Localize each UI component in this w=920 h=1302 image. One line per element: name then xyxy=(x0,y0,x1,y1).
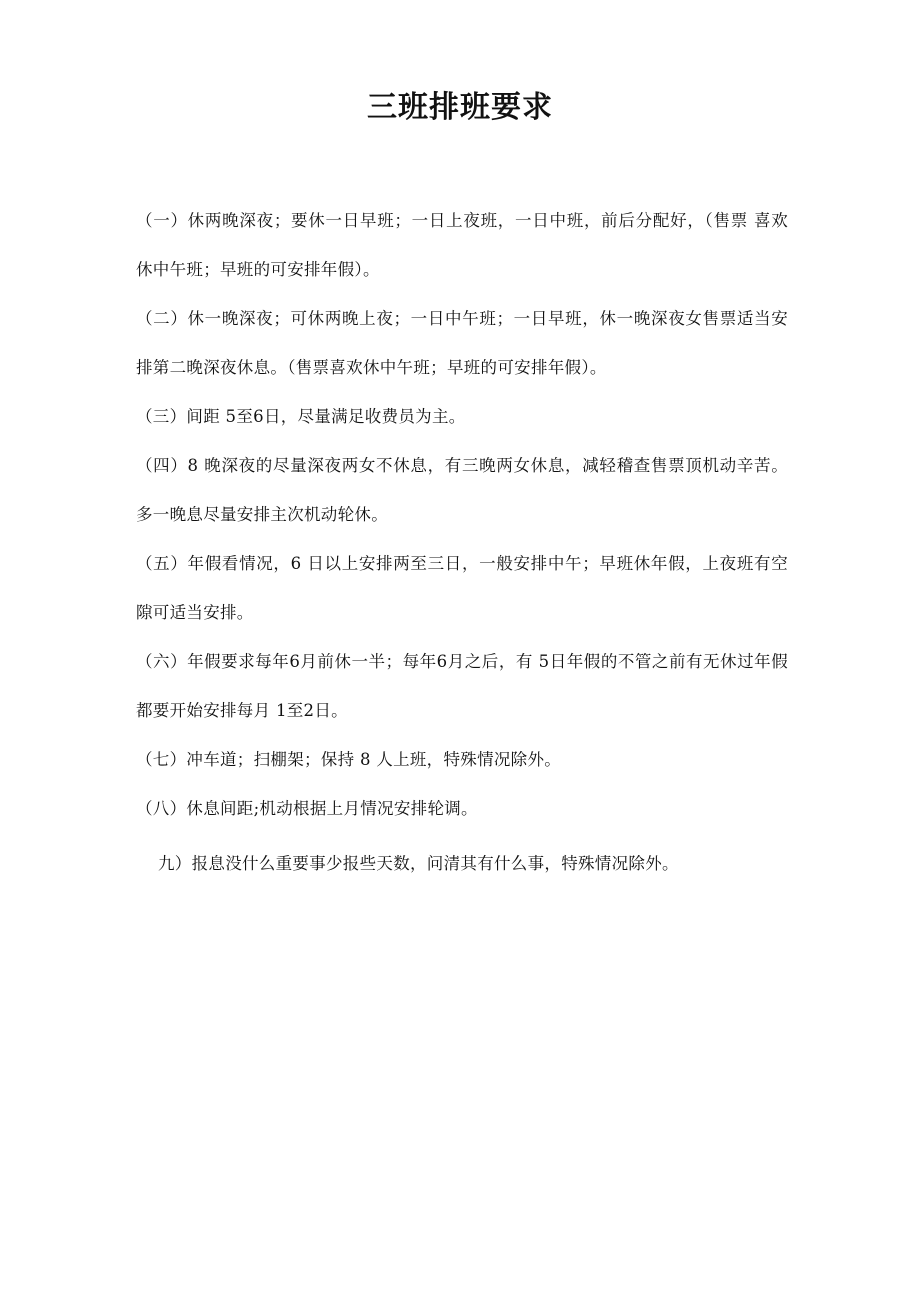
requirement-item-9: 九）报息没什么重要事少报些天数，问清其有什么事，特殊情况除外。 xyxy=(158,854,679,873)
requirement-item-7: （七）冲车道；扫棚架；保持 8 人上班，特殊情况除外。 xyxy=(136,750,562,769)
requirement-item-6: （六）年假要求每年6月前休一半；每年6月之后，有 5日年假的不管之前有无休过年假都要开始安排每月 1至2日。 xyxy=(136,652,788,720)
document-title: 三班排班要求 xyxy=(367,90,553,125)
requirements-list xyxy=(136,196,788,888)
requirement-item-5: （五）年假看情况，6 日以上安排两至三日，一般安排中午；早班休年假，上夜班有空隙可适当安排。 xyxy=(136,554,788,622)
requirement-item-2: （二）休一晚深夜；可休两晚上夜；一日中午班；一日早班，休一晚深夜女售票适当安排第二晚深夜休息。（售票喜欢休中午班；早班的可安排年假）。 xyxy=(136,309,788,377)
requirement-item-4: （四）8 晚深夜的尽量深夜两女不休息，有三晚两女休息，减轻稽查售票顶机动辛苦。多一晚息尽量安排主次机动轮休。 xyxy=(136,456,788,524)
requirement-item-1: （一）休两晚深夜；要休一日早班；一日上夜班，一日中班，前后分配好，（售票 喜欢休中午班；早班的可安排年假）。 xyxy=(136,211,788,279)
requirement-item-8: （八）休息间距;机动根据上月情况安排轮调。 xyxy=(136,799,478,818)
requirement-item-3: （三）间距 5至6日，尽量满足收费员为主。 xyxy=(136,407,466,426)
